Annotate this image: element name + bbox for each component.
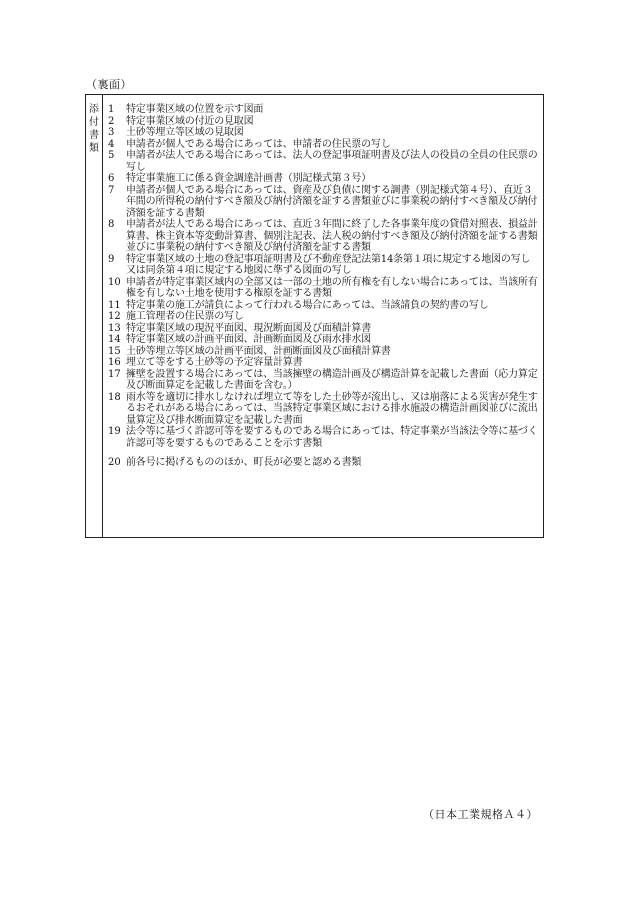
list-item <box>108 369 538 392</box>
list-item <box>108 311 538 323</box>
item-number: 18 <box>108 391 121 403</box>
item-number: 14 <box>108 334 121 345</box>
item-number: 4 <box>108 138 115 150</box>
list-item <box>108 254 538 277</box>
side-label-char: 類 <box>89 143 99 154</box>
list-item <box>108 346 538 358</box>
item-text: 特定事業区域の土地の登記事項証明書及び不動産登記法第14条第１項に規定する地図の写し又は同条第４項に規定する地図に準ずる図面の写し <box>126 253 531 276</box>
paper-size-note: （日本工業規格Ａ４） <box>423 808 538 821</box>
item-number: 5 <box>108 150 115 161</box>
list-item <box>108 104 538 116</box>
item-number: 7 <box>108 184 115 196</box>
item-number: 8 <box>108 219 115 230</box>
attachment-table <box>85 94 544 538</box>
item-text: 特定事業区域の現況平面図、現況断面図及び面積計算書 <box>126 322 371 334</box>
side-label-char: 書 <box>89 130 99 141</box>
list-item <box>108 139 538 151</box>
item-text: 特定事業施工に係る資金調達計画書（別記様式第３号） <box>126 173 371 184</box>
list-item <box>108 127 538 139</box>
item-text: 申請者が法人である場合にあっては、直近３年間に終了した各事業年度の貸借対照表、損益計算書、株主資本等変動計算書、個別注記表、法人税の納付すべき額及び納付済額を証する書類並びに事業税の納付すべき額及び納付済額を証する書類 <box>126 219 538 253</box>
list-item <box>108 323 538 335</box>
item-text: 特定事業区域の計画平面図、計画断面図及び雨水排水図 <box>126 334 371 345</box>
item-number: 1 <box>108 104 115 115</box>
item-text: 擁壁を設置する場合にあっては、当該擁壁の構造計画及び構造計算を記載した書面（応力算定及び断面算定を記載した書面を含む。） <box>126 368 538 391</box>
item-text: 土砂等埋立等区域の見取図 <box>126 127 244 138</box>
item-number: 11 <box>108 299 121 311</box>
item-number: 9 <box>108 253 115 265</box>
list-item <box>108 185 538 220</box>
item-text: 申請者が個人である場合にあっては、申請者の住民票の写し <box>126 138 391 150</box>
item-text: 申請者が法人である場合にあっては、法人の登記事項証明書及び法人の役員の全員の住民票の写し <box>126 150 538 173</box>
attachment-list <box>108 104 538 469</box>
item-number: 2 <box>108 115 115 127</box>
list-item <box>108 334 538 346</box>
item-text: 特定事業区域の位置を示す図面 <box>126 104 264 115</box>
list-item <box>108 457 538 469</box>
item-text: 特定事業区域の付近の見取図 <box>126 115 254 127</box>
item-number: 3 <box>108 127 115 138</box>
side-label <box>88 103 100 155</box>
side-label-char: 付 <box>89 117 99 128</box>
item-number: 13 <box>108 322 121 334</box>
item-text: 法令等に基づく許認可等を要するものである場合にあっては、特定事業が当該法令等に基づく許認可等を要するものであることを示す書類 <box>126 426 538 449</box>
list-item <box>108 277 538 300</box>
list-item <box>108 357 538 369</box>
list-item <box>108 173 538 185</box>
side-column <box>86 95 103 537</box>
item-text: 土砂等埋立等区域の計画平面図、計画断面図及び面積計算書 <box>126 345 391 357</box>
page-label: （裏面） <box>86 78 132 91</box>
item-text: 雨水等を適切に排水しなければ埋立て等をした土砂等が流出し、又は崩落による災害が発生するおそれがある場合にあっては、当該特定事業区域における排水施設の構造計画図並びに流出量算定及び排水断面算定を記載した書面 <box>126 391 538 426</box>
list-item <box>108 300 538 312</box>
item-number: 15 <box>108 345 121 357</box>
item-text: 申請者が個人である場合にあっては、資産及び負債に関する調書（別記様式第４号）、直近３年間の所得税の納付すべき額及び納付済額を証する書類並びに事業税の納付すべき額及び納付済額を証する書類 <box>126 184 538 219</box>
list-item <box>108 219 538 254</box>
side-label-char: 添 <box>89 104 99 115</box>
list-item <box>108 150 538 173</box>
item-text: 特定事業の施工が請負によって行われる場合にあっては、当該請負の契約書の写し <box>126 299 489 311</box>
item-number: 20 <box>108 457 121 468</box>
item-text: 申請者が特定事業区域内の全部又は一部の土地の所有権を有しない場合にあっては、当該所有権を有しない土地を使用する権原を証する書類 <box>126 276 538 299</box>
item-number: 16 <box>108 357 121 368</box>
list-item <box>108 116 538 128</box>
item-text: 埋立て等をする土砂等の予定容量計算書 <box>126 357 303 368</box>
item-text: 施工管理者の住民票の写し <box>126 311 244 322</box>
item-number: 17 <box>108 368 121 380</box>
item-text: 前各号に掲げるもののほか、町長が必要と認める書類 <box>126 457 362 468</box>
list-item <box>108 426 538 449</box>
list-item <box>108 392 538 427</box>
item-number: 12 <box>108 311 121 322</box>
item-number: 6 <box>108 173 115 184</box>
item-number: 10 <box>108 276 121 288</box>
item-number: 19 <box>108 426 121 437</box>
